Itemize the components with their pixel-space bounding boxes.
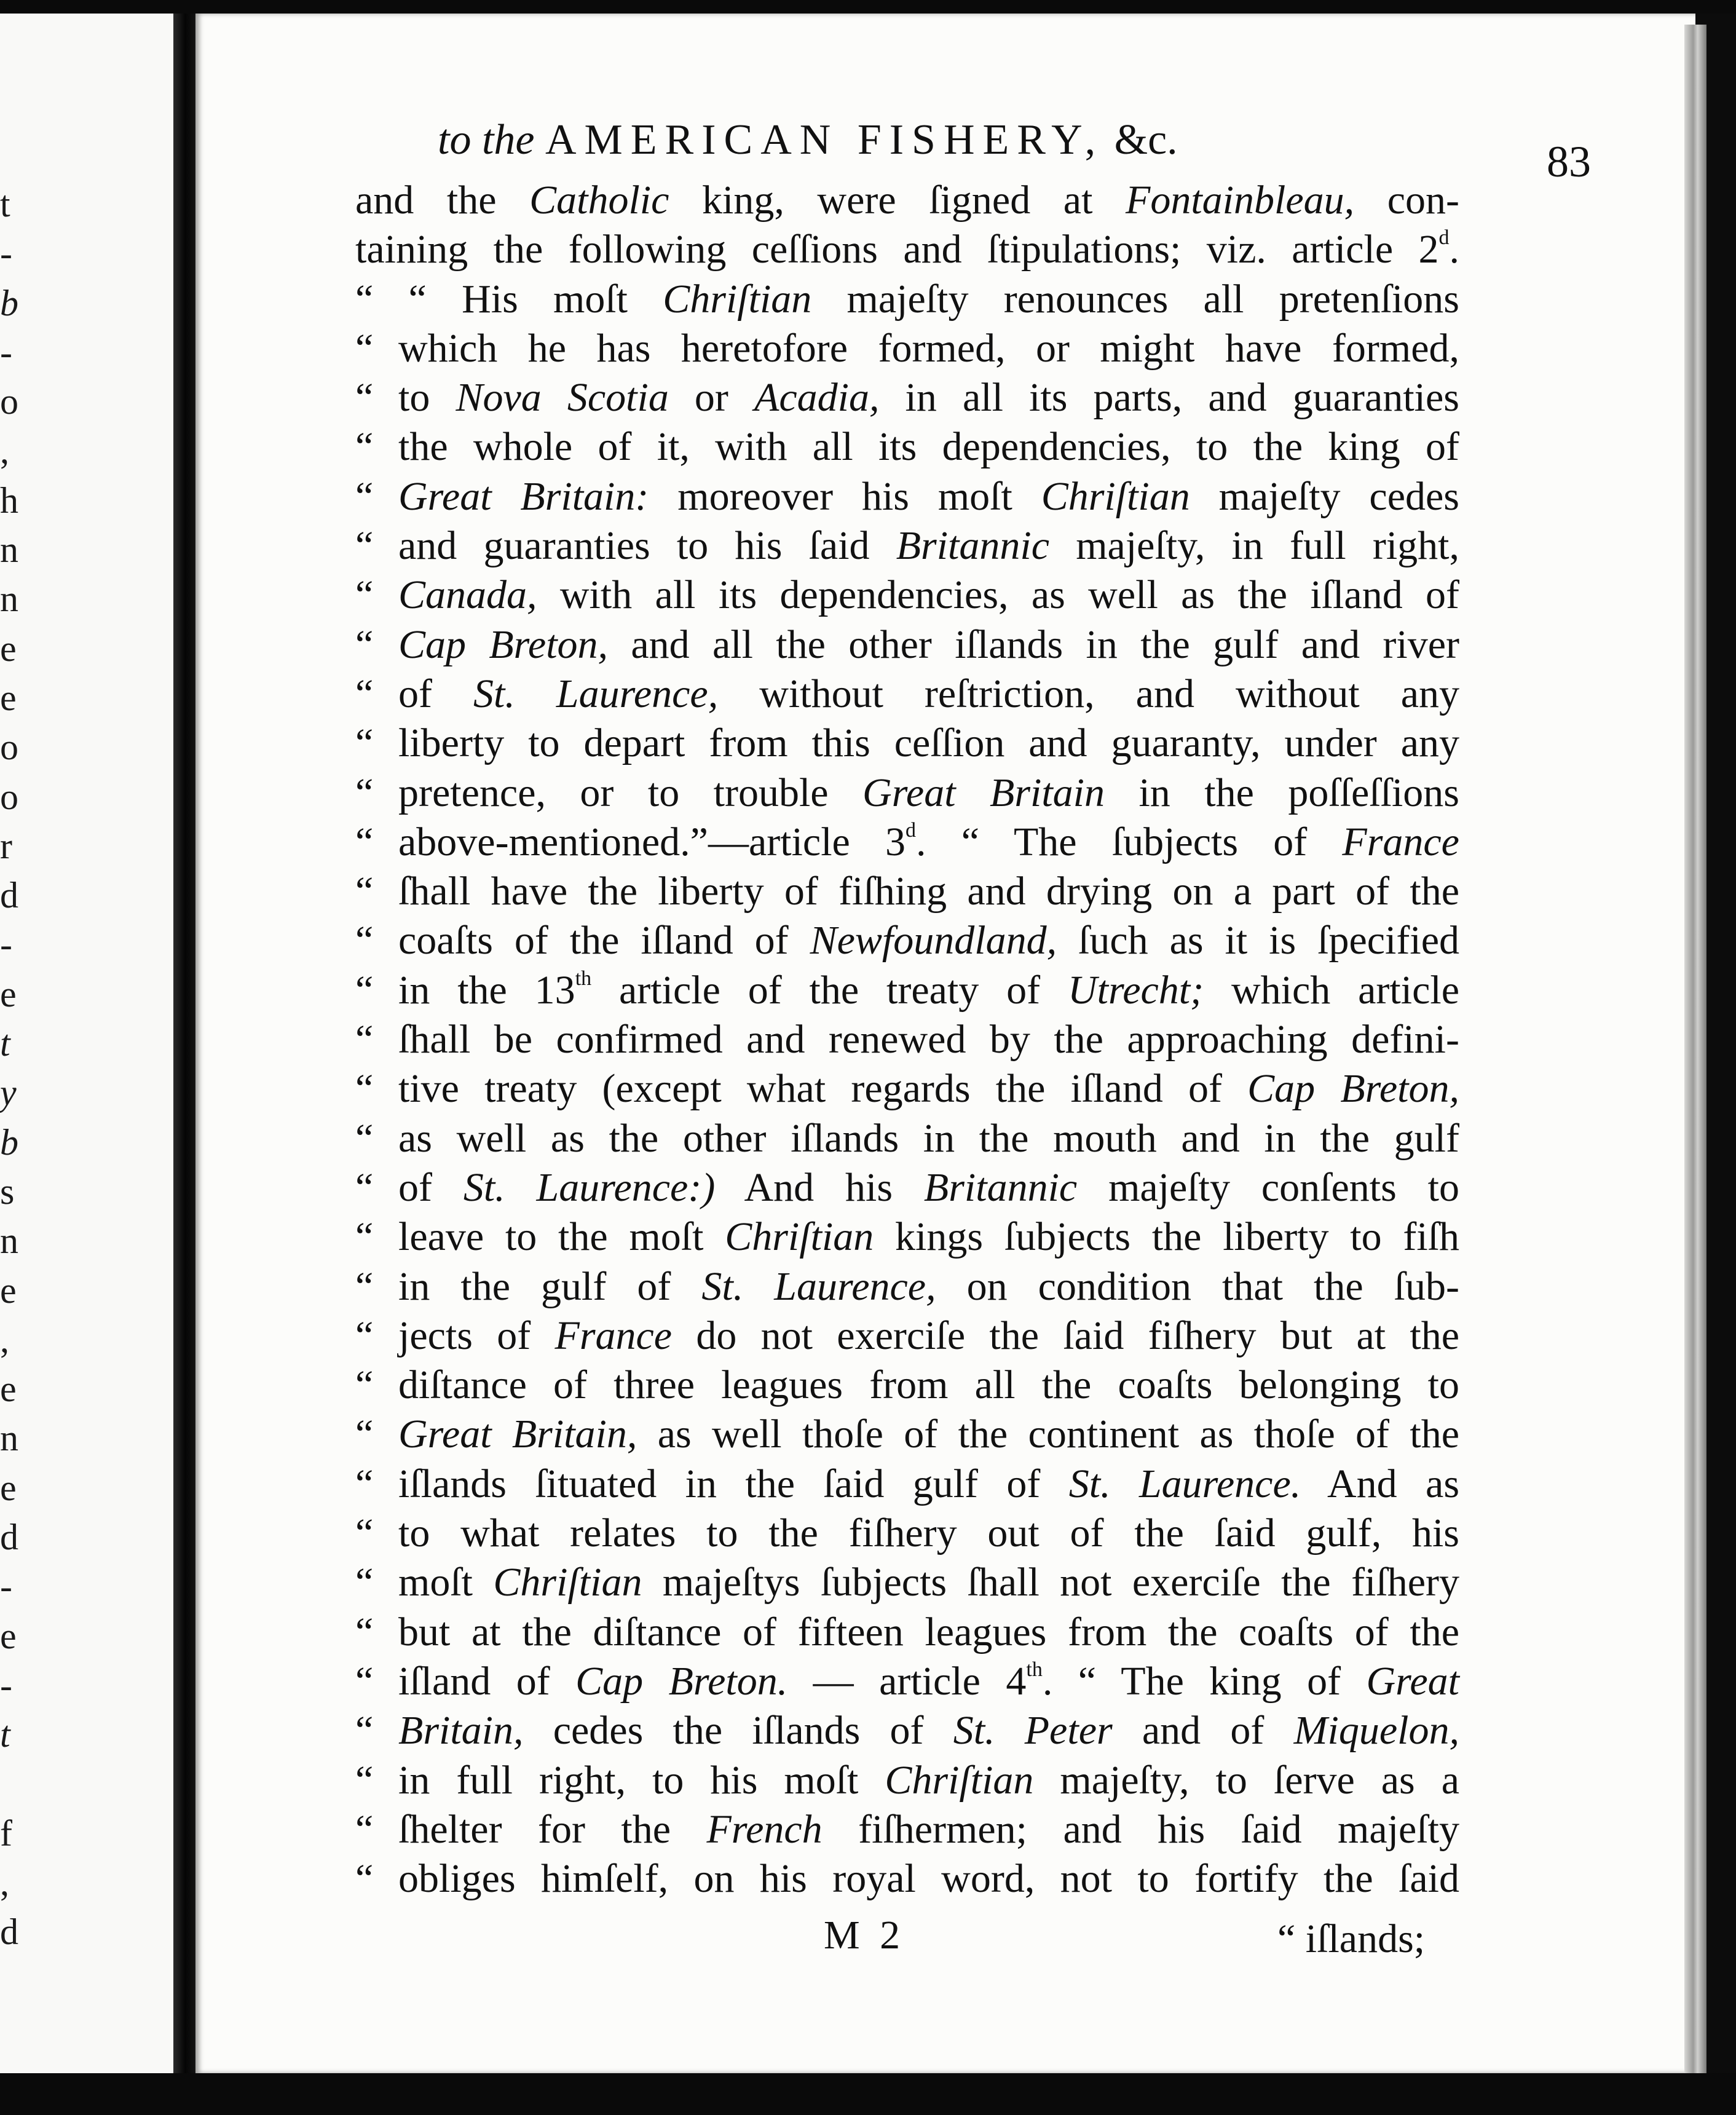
superscript: th	[1026, 1658, 1043, 1681]
text-line	[355, 1163, 1459, 1212]
quotation-mark: “	[355, 1461, 374, 1506]
previous-page-fragment: -	[0, 1664, 12, 1706]
running-head-suffix: &c.	[1114, 116, 1178, 164]
text-line	[355, 1262, 1459, 1311]
text-span: king, were ſigned at	[669, 178, 1126, 223]
text-span: majeſty, to ſerve as a	[1033, 1757, 1459, 1803]
previous-page-fragment: h	[0, 480, 18, 521]
previous-page-fragment: t	[0, 1023, 10, 1064]
italic-text: Fontainbleau,	[1126, 178, 1355, 223]
previous-page-fragment: -	[0, 331, 12, 373]
previous-page-fragment: e	[0, 628, 17, 669]
italic-text: Chriſtian	[663, 276, 812, 322]
text-line	[355, 670, 1459, 719]
previous-page-fragment: e	[0, 973, 17, 1014]
italic-text: St. Laurence.	[1068, 1461, 1301, 1506]
italic-text: French	[706, 1806, 823, 1852]
italic-text: Great Britain	[862, 770, 1105, 815]
text-line	[355, 1212, 1459, 1262]
italic-text: Britannic	[923, 1164, 1078, 1210]
italic-text: Britain,	[398, 1708, 524, 1753]
previous-page-fragment: -	[0, 233, 12, 274]
text-span: in the poſſeſſions	[1105, 770, 1459, 815]
text-line	[355, 1657, 1459, 1706]
text-span: con-	[1354, 178, 1459, 223]
text-line	[355, 769, 1459, 818]
previous-page-fragment: n	[0, 1220, 18, 1262]
previous-page-fragment: n	[0, 529, 18, 571]
text-span: which he has heretofore formed, or might have formed,	[398, 325, 1459, 371]
quotation-mark: “	[355, 1806, 374, 1852]
previous-page-fragment: ,	[0, 1862, 9, 1904]
text-span: the whole of it, with all its dependencies, to the king of	[398, 424, 1459, 470]
italic-text: Chriſtian	[725, 1214, 874, 1260]
text-span: on condition that the ſub-	[936, 1263, 1460, 1309]
italic-text: France	[1342, 819, 1459, 864]
quotation-mark: “	[355, 473, 374, 519]
previous-page-fragment: o	[0, 381, 18, 422]
text-span: and all the other iſlands in the gulf and river	[608, 622, 1460, 667]
previous-page-fragment: d	[0, 1911, 18, 1953]
italic-text: Acadia,	[754, 375, 880, 421]
italic-text: Canada,	[398, 572, 537, 618]
quotation-mark: “	[355, 1560, 374, 1605]
text-line	[355, 719, 1459, 768]
previous-page-fragment: e	[0, 1615, 17, 1656]
text-span: in all its parts, and guaranties	[879, 375, 1459, 421]
text-span: taining the following ceſſions and ſtipulations; viz. article 2	[355, 227, 1439, 272]
scan-top-edge	[0, 0, 1736, 14]
running-head-prefix: to the	[438, 116, 535, 164]
quotation-mark: “	[355, 1362, 374, 1408]
quotation-mark: “	[355, 1757, 374, 1803]
previous-page-fragment: d	[0, 875, 18, 916]
text-line	[355, 1706, 1459, 1755]
text-line	[355, 1064, 1459, 1113]
text-line	[355, 1509, 1459, 1558]
text-line	[355, 1805, 1459, 1854]
italic-text: Great Britain,	[398, 1412, 637, 1457]
quotation-mark: “	[355, 1412, 374, 1457]
italic-text: Chriſtian	[1041, 473, 1190, 519]
text-span: fiſhermen; and his ſaid majeſty	[822, 1806, 1459, 1852]
superscript: th	[575, 967, 592, 990]
text-span: in full right, to his moſt	[398, 1757, 885, 1803]
italic-text: Cap Breton,	[398, 622, 609, 667]
text-line	[355, 1558, 1459, 1607]
text-line	[355, 422, 1459, 472]
text-line	[355, 916, 1459, 965]
italic-text: Cap Breton.	[575, 1658, 788, 1704]
text-line	[355, 1410, 1459, 1459]
text-span: leave to the moſt	[398, 1214, 725, 1260]
text-span: and the	[355, 178, 530, 223]
italic-text: Chriſtian	[493, 1560, 642, 1605]
text-line	[355, 1361, 1459, 1410]
quotation-mark: “	[355, 325, 374, 371]
previous-page-fragment: t	[0, 184, 10, 224]
italic-text: St. Laurence,	[701, 1263, 936, 1309]
text-span: And as	[1301, 1461, 1459, 1506]
text-span: in the 13	[398, 967, 575, 1013]
text-line	[355, 1311, 1459, 1361]
superscript: d	[1438, 226, 1450, 250]
quotation-mark: “	[355, 375, 374, 421]
text-line	[355, 1015, 1459, 1064]
catchword: “ iſlands;	[1277, 1916, 1426, 1961]
italic-text: Britannic	[896, 523, 1050, 569]
running-head-title: AMERICAN FISHERY,	[545, 116, 1104, 164]
text-span: as well as the other iſlands in the mouth and in the gulf	[398, 1115, 1459, 1161]
text-span: coaſts of the iſland of	[398, 918, 810, 963]
text-line	[355, 966, 1459, 1015]
text-line	[355, 571, 1459, 620]
text-line	[355, 521, 1459, 571]
text-span: in the gulf of	[398, 1263, 702, 1309]
running-head	[438, 116, 1384, 165]
previous-page-fragment: ,	[0, 1319, 9, 1360]
text-span: of	[398, 671, 474, 716]
quotation-mark: “	[355, 1856, 374, 1902]
quotation-mark: “	[355, 1066, 374, 1112]
text-span: cedes the iſlands of	[523, 1708, 953, 1753]
text-line	[355, 867, 1459, 916]
text-span: jects of	[398, 1313, 555, 1358]
page-number: 83	[1547, 137, 1591, 186]
quotation-mark: “	[355, 523, 374, 569]
previous-page-fragment: r	[0, 825, 12, 866]
text-span: iſlands ſituated in the ſaid gulf of	[398, 1461, 1069, 1506]
text-span: iſland of	[398, 1658, 576, 1704]
italic-text: Utrecht;	[1067, 967, 1204, 1013]
previous-page-fragment	[0, 1760, 27, 1809]
quotation-mark: “	[355, 770, 374, 815]
previous-page-fragment: d	[0, 1517, 18, 1558]
text-span: which article	[1204, 967, 1460, 1013]
previous-page-fragment: b	[0, 282, 18, 323]
quotation-mark: “	[355, 1313, 374, 1358]
text-line	[355, 373, 1459, 422]
text-line	[355, 818, 1459, 867]
previous-page-fragment: n	[0, 1418, 18, 1459]
superscript: d	[905, 818, 917, 842]
signature-mark: M 2	[824, 1913, 905, 1958]
previous-page-fragment: o	[0, 727, 18, 768]
text-span: ſuch as it is ſpecified	[1057, 918, 1459, 963]
previous-page-fragment: t	[0, 1714, 10, 1755]
text-span: . “ The ſubjects of	[916, 819, 1343, 864]
text-span: pretence, or to trouble	[398, 770, 863, 815]
text-span: And his	[715, 1164, 924, 1210]
quotation-mark: “	[355, 671, 374, 716]
text-span: article of the treaty of	[591, 967, 1068, 1013]
previous-page-fragment: y	[0, 1072, 17, 1113]
previous-page-fragment: -	[0, 924, 12, 965]
previous-page-fragment: n	[0, 579, 18, 620]
quotation-mark: “	[355, 1609, 374, 1654]
quotation-mark: “	[355, 1017, 374, 1062]
text-span: .	[1449, 227, 1459, 272]
previous-page-fragment: f	[0, 1813, 12, 1854]
text-span: — article 4	[787, 1658, 1027, 1704]
text-line	[355, 472, 1459, 521]
text-span: ſhall have the liberty of fiſhing and drying on a part of the	[398, 869, 1459, 914]
text-line	[355, 1460, 1459, 1509]
text-span: with all its dependencies, as well as the iſland of	[537, 572, 1459, 618]
quotation-mark: “	[355, 424, 374, 470]
text-span: of	[398, 1164, 464, 1210]
text-line	[355, 275, 1459, 324]
quotation-mark: “	[355, 918, 374, 963]
text-line	[355, 225, 1459, 274]
italic-text: Nova Scotia	[456, 375, 669, 421]
italic-text: Chriſtian	[885, 1757, 1034, 1803]
quotation-mark: “	[355, 572, 374, 618]
italic-text: St. Laurence:)	[463, 1164, 716, 1210]
text-span: . “ The king of	[1042, 1658, 1367, 1704]
quotation-mark: “	[355, 1658, 374, 1704]
text-line	[355, 176, 1459, 225]
quotation-mark: “	[355, 1214, 374, 1260]
quotation-mark: “	[355, 1708, 374, 1753]
text-span: majeſty cedes	[1190, 473, 1459, 519]
text-span: or	[668, 375, 754, 421]
quotation-mark: “	[355, 622, 374, 667]
previous-page-fragment: -	[0, 1566, 12, 1607]
text-span: ſhall be confirmed and renewed by the approaching defini-	[398, 1017, 1459, 1062]
text-line	[355, 1114, 1459, 1163]
text-span: “ “ His moſt	[355, 276, 663, 322]
text-span: diſtance of three leagues from all the coaſts belonging to	[398, 1362, 1459, 1408]
text-line	[355, 1854, 1459, 1904]
quotation-mark: “	[355, 1115, 374, 1161]
previous-page-fragment: e	[0, 1467, 17, 1508]
italic-text: France	[554, 1313, 673, 1358]
text-span: majeſty, in full right,	[1049, 523, 1459, 569]
page-edge-shadow	[1684, 25, 1706, 2078]
text-line	[355, 1756, 1459, 1805]
text-span: to	[398, 375, 456, 421]
text-span: moreover his moſt	[649, 473, 1041, 519]
previous-page-fragment: s	[0, 1171, 15, 1212]
text-span: and guaranties to his ſaid	[398, 523, 896, 569]
text-span: kings ſubjects the liberty to fiſh	[874, 1214, 1459, 1260]
text-span: liberty to depart from this ceſſion and guaranty, under any	[398, 721, 1459, 766]
italic-text: St. Laurence,	[473, 671, 719, 716]
previous-page-fragment: ,	[0, 430, 9, 472]
text-line	[355, 1608, 1459, 1657]
italic-text: Great Britain:	[398, 473, 649, 519]
italic-text: Miquelon,	[1293, 1708, 1460, 1753]
italic-text: St. Peter	[953, 1708, 1113, 1753]
text-line	[355, 620, 1459, 670]
text-span: to what relates to the fiſhery out of the ſaid gulf, his	[398, 1511, 1459, 1556]
quotation-mark: “	[355, 1164, 374, 1210]
previous-page-fragment: b	[0, 1121, 18, 1163]
body-text	[355, 176, 1459, 1904]
quotation-mark: “	[355, 819, 374, 864]
previous-page-fragment: e	[0, 1270, 17, 1311]
italic-text: Great	[1366, 1658, 1459, 1704]
text-span: majeſty renounces all pretenſions	[811, 276, 1459, 322]
text-span: and of	[1112, 1708, 1294, 1753]
text-span: as well thoſe of the continent as thoſe of the	[637, 1412, 1459, 1457]
quotation-mark: “	[355, 869, 374, 914]
text-span: but at the diſtance of fifteen leagues from the coaſts of the	[398, 1609, 1459, 1654]
text-span: tive treaty (except what regards the iſland of	[398, 1066, 1248, 1112]
text-span: majeſtys ſubjects ſhall not exerciſe the fiſhery	[642, 1560, 1459, 1605]
text-span: majeſty conſents to	[1077, 1164, 1460, 1210]
scan-bottom-edge	[0, 2073, 1736, 2115]
text-span: without reſtriction, and without any	[718, 671, 1459, 716]
italic-text: Cap Breton,	[1247, 1066, 1460, 1112]
previous-page-fragment: e	[0, 677, 17, 718]
previous-page-fragment: o	[0, 776, 18, 817]
quotation-mark: “	[355, 1263, 374, 1309]
quotation-mark: “	[355, 1511, 374, 1556]
quotation-mark: “	[355, 721, 374, 766]
previous-page-text-fragments	[0, 180, 27, 1957]
previous-page-fragment: e	[0, 1369, 17, 1410]
text-span: above-mentioned.”—article 3	[398, 819, 906, 864]
text-span: obliges himſelf, on his royal word, not to fortify the ſaid	[398, 1856, 1459, 1902]
text-span: moſt	[398, 1560, 494, 1605]
text-span: ſhelter for the	[398, 1806, 707, 1852]
text-span: do not exerciſe the ſaid fiſhery but at the	[672, 1313, 1459, 1358]
quotation-mark: “	[355, 967, 374, 1013]
italic-text: Newfoundland,	[810, 918, 1057, 963]
text-line	[355, 324, 1459, 373]
italic-text: Catholic	[529, 178, 669, 223]
